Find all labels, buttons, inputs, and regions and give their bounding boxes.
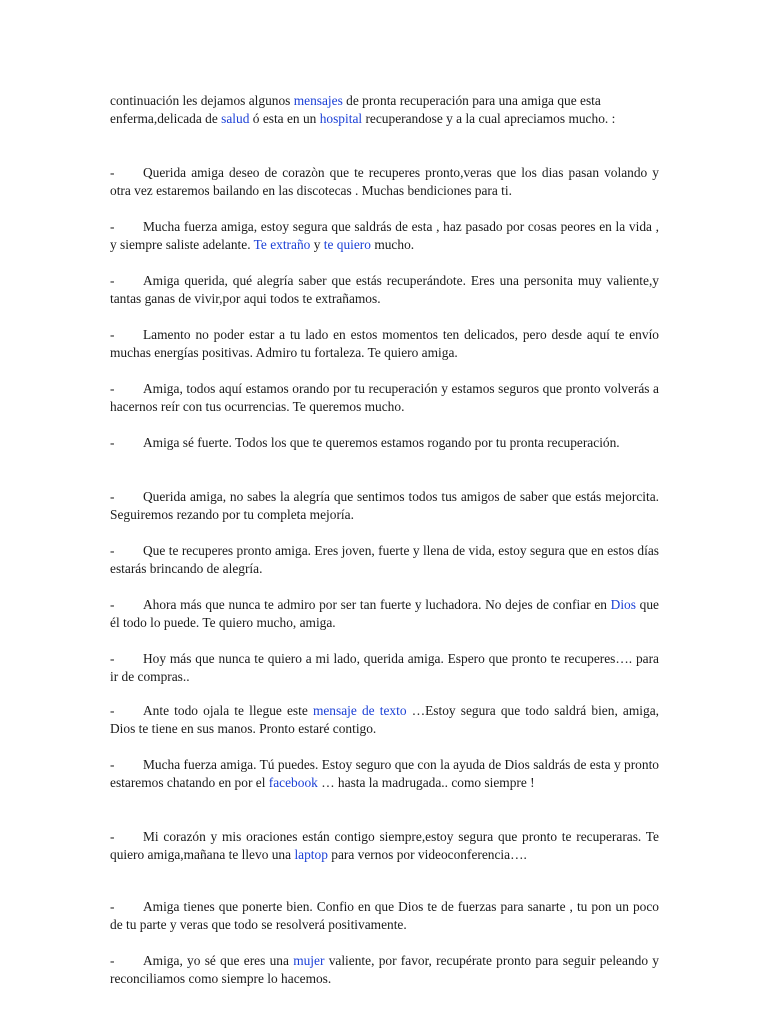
message-text: Que te recuperes pronto amiga. Eres joven, fuerte y llena de vida, estoy segura que en estos días estarás brincando de alegría. [110, 543, 659, 576]
message-text: Mucha fuerza amiga. Tú puedes. Estoy seguro que con la ayuda de Dios saldrás de esta y pronto estaremos chatando en por el [110, 757, 659, 790]
message-text: Hoy más que nunca te quiero a mi lado, querida amiga. Espero que pronto te recuperes…. para ir de compras.. [110, 651, 659, 684]
bullet-dash: - [110, 829, 115, 844]
message-text: mucho. [370, 237, 415, 252]
message-item [110, 488, 659, 524]
intro-text-4: recuperandose y a la cual apreciamos mucho. : [362, 111, 616, 126]
message-text: para vernos por videoconferencia…. [327, 847, 527, 862]
message-text: que él todo lo puede. Te quiero mucho, amiga. [110, 597, 659, 630]
bullet-dash: - [110, 757, 115, 772]
message-item [110, 272, 659, 308]
message-text: …Estoy segura que todo saldrá bien, amiga, Dios te tiene en sus manos. Pronto estaré contigo. [110, 703, 660, 736]
message-item [110, 596, 659, 632]
intro-text-2: de pronta recuperación para una amiga que esta enferma,delicada de [110, 93, 601, 126]
intro-paragraph [110, 92, 659, 128]
link-mujer[interactable]: mujer [293, 953, 325, 968]
bullet-dash: - [110, 489, 115, 504]
message-text: Lamento no poder estar a tu lado en estos momentos ten delicados, pero desde aquí te envío muchas energías positivas. Admiro tu fortaleza. Te quiero amiga. [110, 327, 659, 360]
message-item [110, 650, 659, 686]
bullet-dash: - [110, 651, 115, 666]
message-item [110, 218, 659, 254]
link-facebook[interactable]: facebook [268, 775, 318, 790]
message-text: y [310, 237, 324, 252]
link-te-quiero[interactable]: te quiero [323, 237, 371, 252]
message-text: valiente, por favor, recupérate pronto para seguir peleando y reconciliamos como siempre lo hacemos. [110, 953, 659, 986]
link-mensajes[interactable]: mensajes [293, 93, 343, 108]
bullet-dash: - [110, 273, 115, 288]
message-item [110, 898, 659, 934]
message-text: Mucha fuerza amiga, estoy segura que saldrás de esta , haz pasado por cosas peores en la vida , y siempre saliste adelante. [110, 219, 659, 252]
message-item [110, 756, 659, 792]
link-laptop[interactable]: laptop [294, 847, 328, 862]
message-text: Amiga, yo sé que eres una [143, 953, 294, 968]
bullet-dash: - [110, 953, 115, 968]
message-text: Querida amiga deseo de corazòn que te recuperes pronto,veras que los dias pasan volando y otra vez estaremos bailando en las discotecas . Muchas bendiciones para ti. [110, 165, 659, 198]
message-item [110, 164, 659, 200]
bullet-dash: - [110, 543, 115, 558]
bullet-dash: - [110, 899, 115, 914]
message-text: … hasta la madrugada.. como siempre ! [317, 775, 535, 790]
bullet-dash: - [110, 597, 115, 612]
message-item [110, 828, 659, 864]
link-mensaje-de-texto[interactable]: mensaje de texto [312, 703, 407, 718]
message-text: Ante todo ojala te llegue este [143, 703, 313, 718]
bullet-dash: - [110, 219, 115, 234]
message-text: Amiga, todos aquí estamos orando por tu recuperación y estamos seguros que pronto volverás a hacernos reír con tus ocurrencias. Te queremos mucho. [110, 381, 659, 414]
bullet-dash: - [110, 435, 115, 450]
link-hospital[interactable]: hospital [319, 111, 363, 126]
message-text: Querida amiga, no sabes la alegría que sentimos todos tus amigos de saber que estás mejorcita. Seguiremos rezando por tu completa mejoría. [110, 489, 659, 522]
message-item [110, 326, 659, 362]
intro-text-1: continuación les dejamos algunos [110, 93, 294, 108]
intro-text-3: ó esta en un [249, 111, 320, 126]
message-item [110, 434, 659, 452]
message-text: Mi corazón y mis oraciones están contigo siempre,estoy segura que pronto te recuperaras. Te quiero amiga,mañana te llevo una [110, 829, 659, 862]
bullet-dash: - [110, 327, 115, 342]
link-te-extrano[interactable]: Te extraño [253, 237, 311, 252]
message-item [110, 952, 659, 988]
link-salud[interactable]: salud [221, 111, 250, 126]
message-text: Ahora más que nunca te admiro por ser tan fuerte y luchadora. No dejes de confiar en [143, 597, 611, 612]
message-text: Amiga tienes que ponerte bien. Confio en que Dios te de fuerzas para sanarte , tu pon un poco de tu parte y veras que todo se resolverá positivamente. [110, 899, 659, 932]
message-item [110, 542, 659, 578]
message-item [110, 380, 659, 416]
bullet-dash: - [110, 165, 115, 180]
message-text: Amiga querida, qué alegría saber que estás recuperándote. Eres una personita muy valiente,y tantas ganas de vivir,por aqui todos te extrañamos. [110, 273, 659, 306]
bullet-dash: - [110, 703, 115, 718]
link-dios[interactable]: Dios [610, 597, 636, 612]
message-item [110, 702, 659, 738]
message-text: Amiga sé fuerte. Todos los que te queremos estamos rogando por tu pronta recuperación. [143, 435, 620, 450]
bullet-dash: - [110, 381, 115, 396]
